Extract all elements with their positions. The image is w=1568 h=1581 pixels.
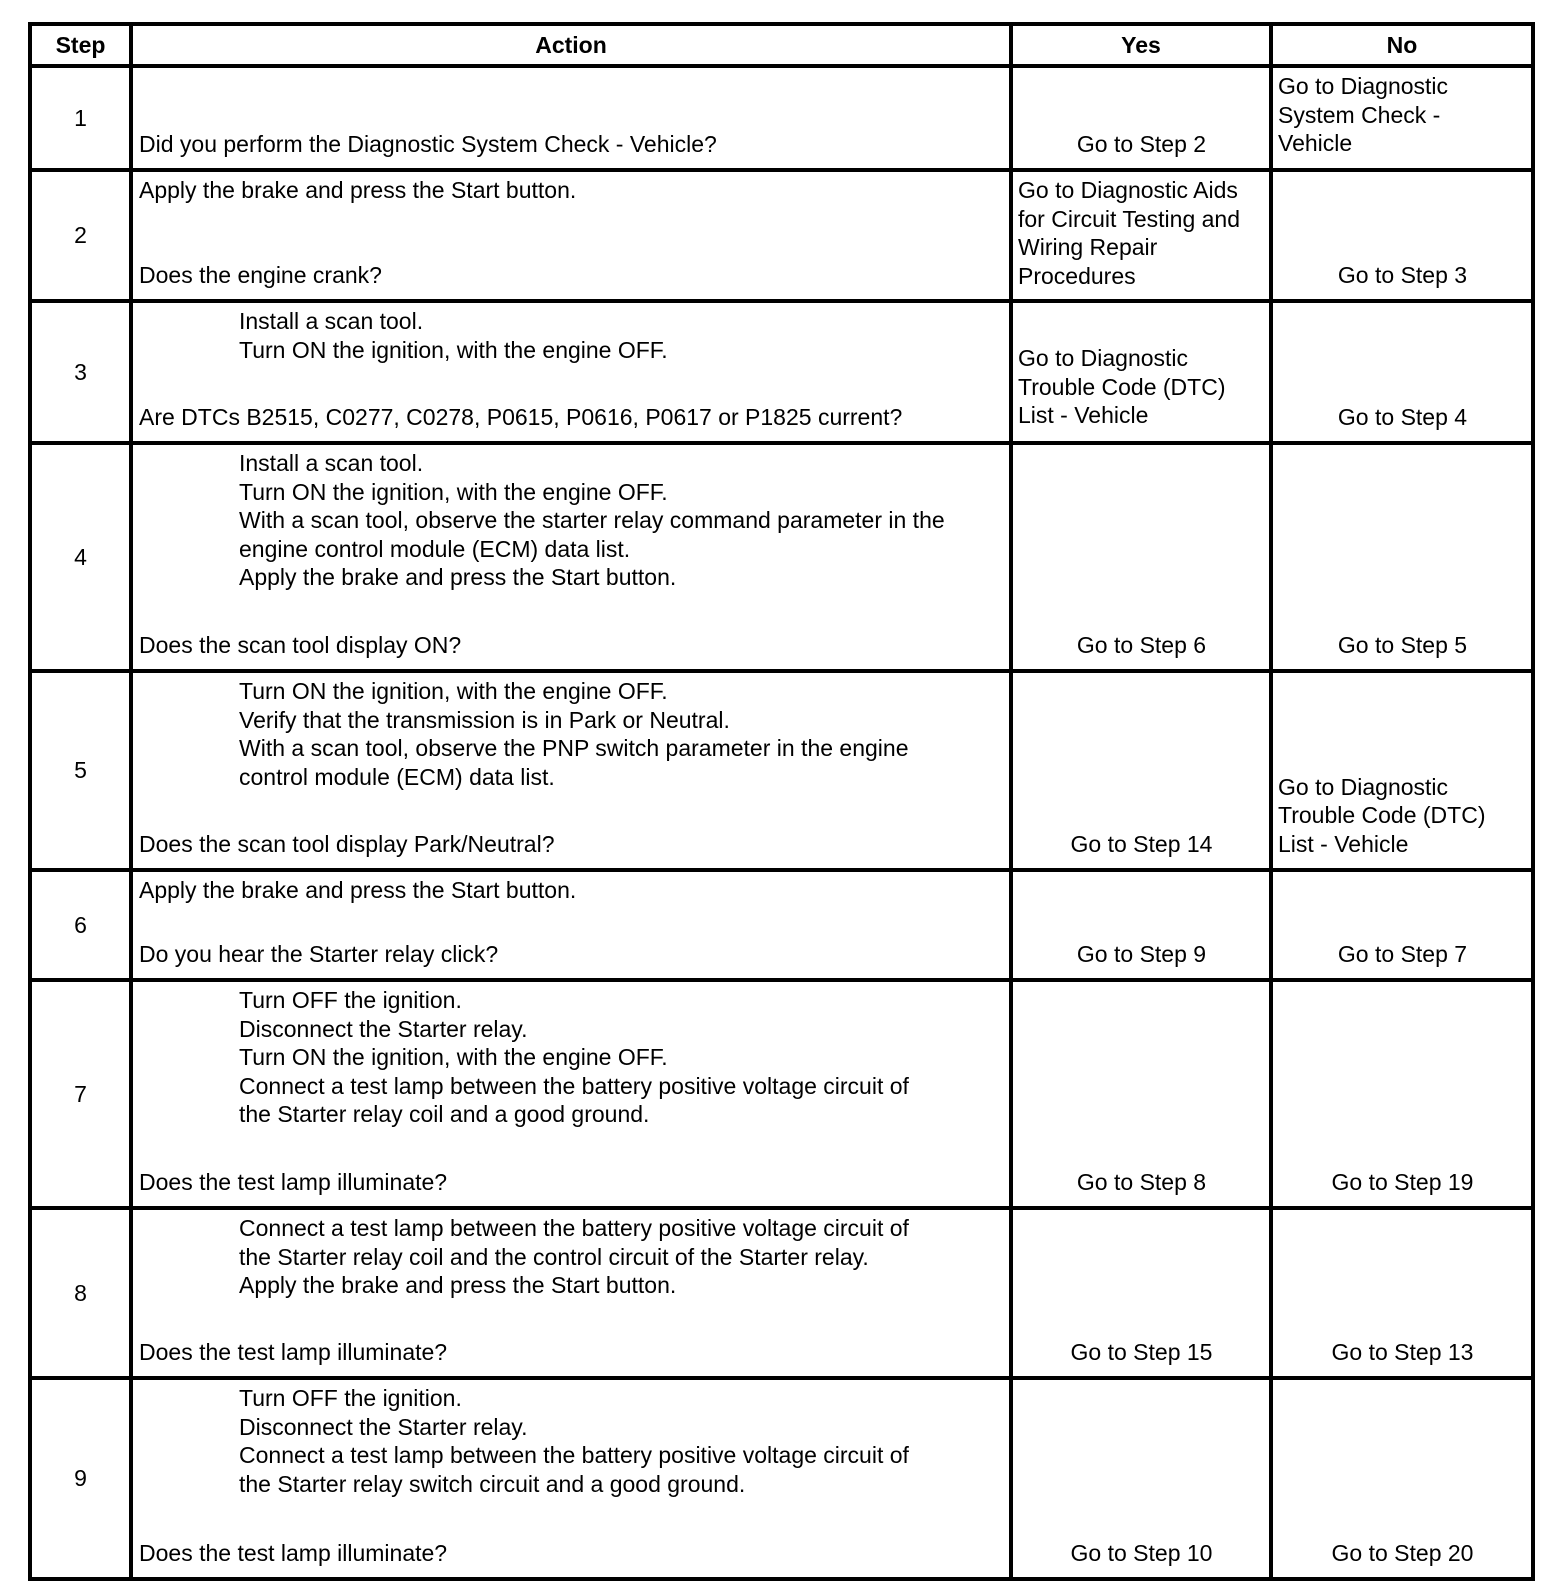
no-result-line: System Check - — [1278, 101, 1441, 128]
action-cell — [131, 870, 1011, 980]
step-number: 8 — [30, 1208, 131, 1378]
action-line: Turn ON the ignition, with the engine OFF. — [239, 1044, 668, 1070]
action-cell — [131, 671, 1011, 870]
action-question: Does the scan tool display Park/Neutral? — [139, 830, 555, 857]
yes-cell — [1011, 443, 1271, 671]
action-line: the Starter relay switch circuit and a good ground. — [239, 1470, 746, 1497]
action-list — [139, 1384, 1005, 1498]
action-question: Does the test lamp illuminate? — [139, 1168, 448, 1195]
action-line: Connect a test lamp between the battery positive voltage circuit of — [239, 1442, 909, 1468]
yes-result-line: for Circuit Testing and — [1018, 205, 1241, 232]
action-list — [139, 677, 1005, 791]
yes-result-line: Go to Step 14 — [1070, 830, 1213, 857]
action-instruction: Apply the brake and press the Start button. — [139, 877, 577, 903]
yes-cell — [1011, 870, 1271, 980]
step-number: 7 — [30, 980, 131, 1208]
action-line: With a scan tool, observe the starter relay command parameter in the — [239, 507, 945, 533]
action-line: control module (ECM) data list. — [239, 763, 555, 790]
action-cell — [131, 1378, 1011, 1579]
no-cell — [1271, 671, 1533, 870]
action-list — [139, 986, 1005, 1129]
step-number: 4 — [30, 443, 131, 671]
no-result-line: List - Vehicle — [1278, 830, 1409, 857]
action-line: Install a scan tool. — [239, 450, 424, 476]
step-number: 6 — [30, 870, 131, 980]
no-result-line: Go to Step 13 — [1331, 1338, 1474, 1365]
step-number: 5 — [30, 671, 131, 870]
action-line: Turn ON the ignition, with the engine OFF. — [239, 478, 668, 505]
action-line: Connect a test lamp between the battery positive voltage circuit of — [239, 1072, 909, 1099]
action-line: Verify that the transmission is in Park or Neutral. — [239, 706, 730, 733]
action-line: With a scan tool, observe the PNP switch parameter in the engine — [239, 735, 909, 761]
action-line: Install a scan tool. — [239, 308, 424, 334]
no-result-line: Go to Step 3 — [1337, 261, 1468, 288]
yes-cell — [1011, 66, 1271, 170]
table-row — [30, 671, 1533, 870]
yes-result-line: Go to Step 6 — [1076, 631, 1207, 658]
table-row — [30, 1208, 1533, 1378]
yes-result-line: Go to Diagnostic Aids — [1018, 177, 1238, 203]
action-question: Does the scan tool display ON? — [139, 631, 462, 658]
action-line: Turn ON the ignition, with the engine OFF. — [239, 336, 668, 363]
no-result-line: Go to Step 20 — [1331, 1539, 1474, 1566]
action-cell — [131, 443, 1011, 671]
table-row — [30, 980, 1533, 1208]
no-result-line: Go to Step 4 — [1337, 403, 1468, 430]
action-cell — [131, 301, 1011, 443]
action-list — [139, 307, 1005, 364]
no-cell — [1271, 980, 1533, 1208]
no-result-line: Vehicle — [1278, 130, 1353, 156]
action-line: Apply the brake and press the Start button. — [239, 564, 677, 590]
no-cell — [1271, 870, 1533, 980]
step-number: 3 — [30, 301, 131, 443]
action-line: Disconnect the Starter relay. — [239, 1413, 528, 1440]
no-cell — [1271, 443, 1533, 671]
action-line: Apply the brake and press the Start button. — [239, 1272, 677, 1298]
no-cell — [1271, 66, 1533, 170]
yes-result-line: Wiring Repair — [1018, 234, 1158, 260]
action-question: Do you hear the Starter relay click? — [139, 940, 499, 967]
yes-cell — [1011, 301, 1271, 443]
action-line: Turn ON the ignition, with the engine OFF. — [239, 678, 668, 704]
action-line: engine control module (ECM) data list. — [239, 535, 631, 562]
table-row — [30, 443, 1533, 671]
yes-cell — [1011, 1378, 1271, 1579]
diagnostic-table — [28, 22, 1535, 1581]
yes-cell — [1011, 671, 1271, 870]
yes-result-line: Go to Step 8 — [1076, 1168, 1207, 1195]
action-cell — [131, 66, 1011, 170]
header-no: No — [1271, 24, 1533, 66]
yes-cell — [1011, 1208, 1271, 1378]
header-step: Step — [30, 24, 131, 66]
yes-result-line: Go to Step 9 — [1076, 940, 1207, 967]
table-row — [30, 66, 1533, 170]
no-result-line: Go to Step 7 — [1337, 940, 1468, 967]
no-result-line: Go to Diagnostic — [1278, 73, 1449, 99]
header-row — [30, 24, 1533, 66]
no-cell — [1271, 170, 1533, 301]
action-line: Connect a test lamp between the battery positive voltage circuit of — [239, 1215, 909, 1241]
step-number: 2 — [30, 170, 131, 301]
action-line: the Starter relay coil and the control circuit of the Starter relay. — [239, 1243, 869, 1270]
action-cell — [131, 980, 1011, 1208]
action-cell — [131, 170, 1011, 301]
action-cell — [131, 1208, 1011, 1378]
no-result-line: Go to Diagnostic — [1278, 773, 1449, 800]
action-line: the Starter relay coil and a good ground. — [239, 1101, 650, 1127]
action-question: Are DTCs B2515, C0277, C0278, P0615, P0616, P0617 or P1825 current? — [139, 403, 903, 430]
no-result-line: Go to Step 19 — [1331, 1168, 1474, 1195]
action-line: Disconnect the Starter relay. — [239, 1015, 528, 1042]
action-list — [139, 449, 1005, 592]
action-question: Did you perform the Diagnostic System Check - Vehicle? — [139, 130, 717, 157]
no-result-line: Go to Step 5 — [1337, 631, 1468, 658]
action-question: Does the test lamp illuminate? — [139, 1338, 448, 1365]
table-row — [30, 870, 1533, 980]
no-cell — [1271, 1378, 1533, 1579]
no-result-line: Trouble Code (DTC) — [1278, 802, 1486, 828]
yes-result-line: List - Vehicle — [1018, 402, 1149, 429]
yes-cell — [1011, 170, 1271, 301]
action-question: Does the test lamp illuminate? — [139, 1539, 448, 1566]
action-line: Turn OFF the ignition. — [239, 987, 462, 1013]
action-question: Does the engine crank? — [139, 261, 382, 288]
table-row — [30, 1378, 1533, 1579]
action-line: Turn OFF the ignition. — [239, 1385, 462, 1411]
yes-result-line: Procedures — [1018, 262, 1136, 289]
header-action: Action — [131, 24, 1011, 66]
yes-result-line: Go to Diagnostic — [1018, 345, 1189, 372]
step-number: 1 — [30, 66, 131, 170]
yes-result-line: Go to Step 15 — [1070, 1338, 1213, 1365]
no-cell — [1271, 301, 1533, 443]
yes-result-line: Go to Step 10 — [1070, 1539, 1213, 1566]
table-row — [30, 170, 1533, 301]
yes-result-line: Trouble Code (DTC) — [1018, 373, 1226, 400]
step-number: 9 — [30, 1378, 131, 1579]
table-row — [30, 301, 1533, 443]
action-list — [139, 1214, 1005, 1300]
yes-cell — [1011, 980, 1271, 1208]
action-instruction: Apply the brake and press the Start button. — [139, 177, 577, 203]
header-yes: Yes — [1011, 24, 1271, 66]
yes-result-line: Go to Step 2 — [1076, 130, 1207, 157]
no-cell — [1271, 1208, 1533, 1378]
